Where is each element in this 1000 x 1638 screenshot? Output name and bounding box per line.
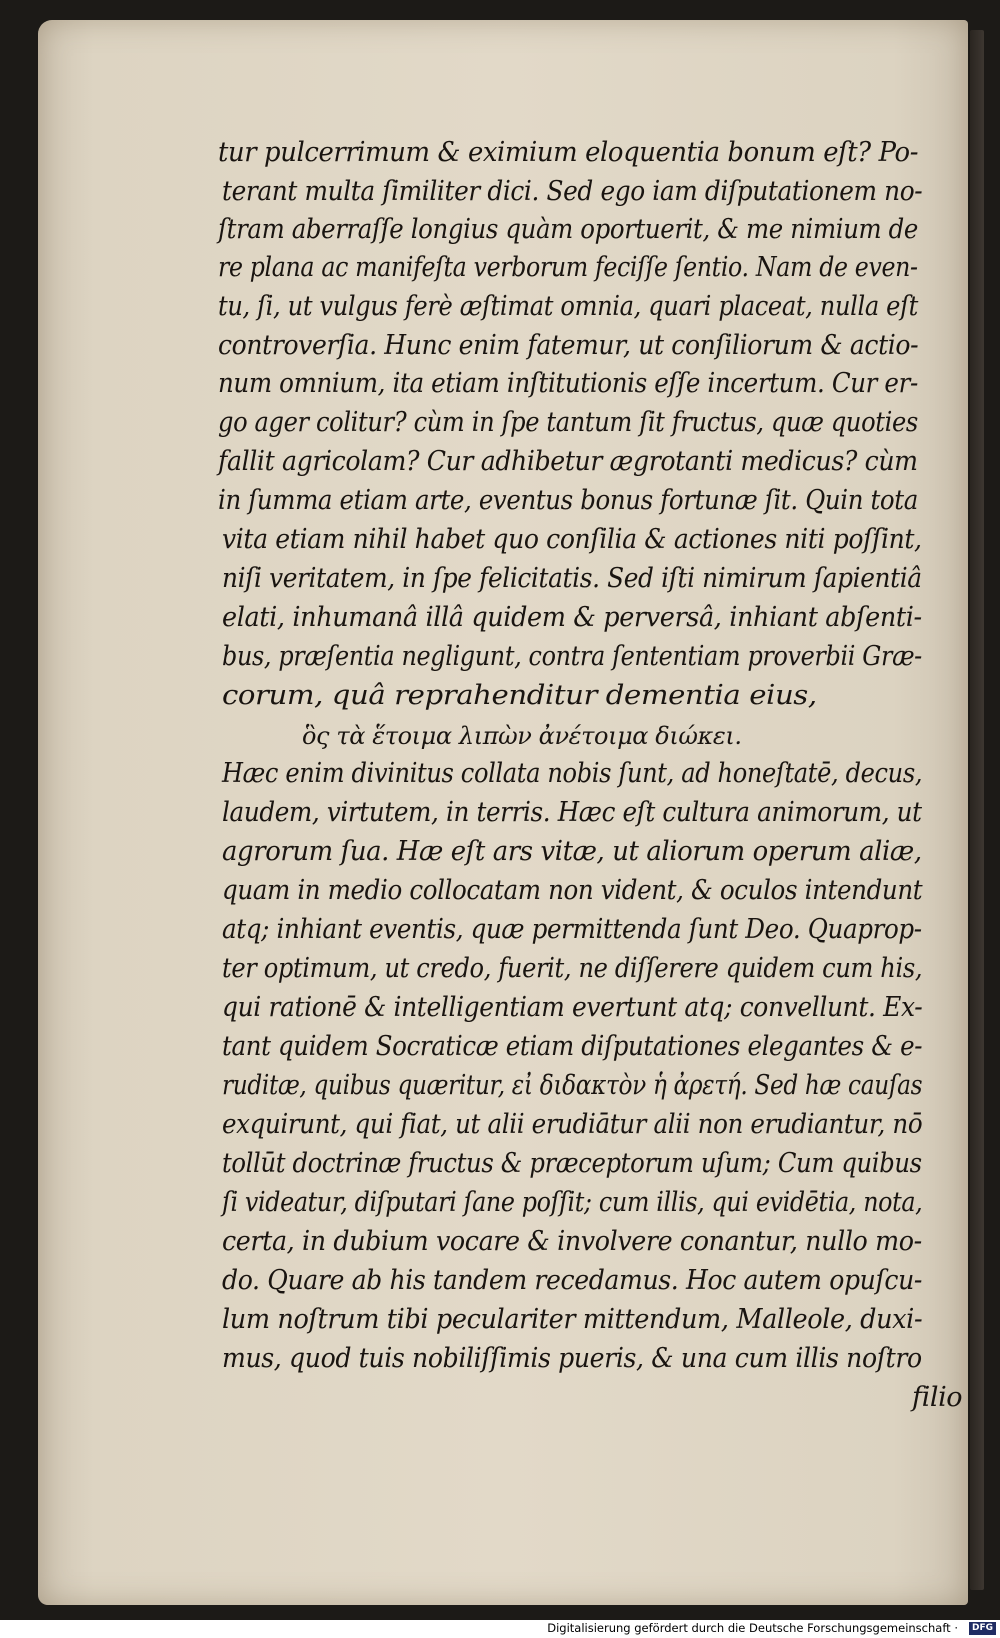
- text-line: ter optimum, ut credo, fuerit, ne diſſerere quidem cum his,: [222, 953, 923, 984]
- text-line: vita etiam nihil habet quo conſilia & actiones niti poſſint,: [222, 524, 922, 555]
- catchword: filio: [912, 1382, 963, 1413]
- text-line: tollūt doctrinæ fructus & præceptorum uſum; Cum quibus: [222, 1148, 922, 1179]
- footer-bar: [0, 1620, 1000, 1638]
- text-line: tur pulcerrimum & eximium eloquentia bonum eſt? Po-: [218, 137, 919, 168]
- text-line: exquirunt, qui fiat, ut alii erudiātur alii non erudiantur, nō: [222, 1109, 923, 1140]
- text-line: terant multa ſimiliter dici. Sed ego iam diſputationem no-: [222, 176, 923, 207]
- text-line: lum noſtrum tibi peculariter mittendum, Malleole, duxi-: [222, 1304, 923, 1335]
- text-line: qui rationē & intelligentiam evertunt atq; convellunt. Ex-: [222, 992, 923, 1023]
- text-line: ſi videatur, diſputari ſane poſſit; cum illis, qui evidētia, nota,: [222, 1187, 923, 1218]
- funding-credit: Digitalisierung gefördert durch die Deutsche Forschungsgemeinschaft ·: [547, 1621, 958, 1635]
- text-line: tu, ſi, ut vulgus ferè æſtimat omnia, quari placeat, nulla eſt: [218, 291, 918, 322]
- text-line: agrorum ſua. Hæ eſt ars vitæ, ut aliorum operum aliæ,: [222, 836, 922, 867]
- text-line: bus, præſentia negligunt, contra ſententiam proverbii Græ-: [222, 641, 922, 672]
- text-line: tant quidem Socraticæ etiam diſputationes elegantes & e-: [222, 1031, 923, 1062]
- text-line: certa, in dubium vocare & involvere conantur, nullo mo-: [222, 1226, 922, 1257]
- text-line: do. Quare ab his tandem recedamus. Hoc autem opuſcu-: [222, 1265, 922, 1296]
- text-line: in ſumma etiam arte, eventus bonus fortunæ ſit. Quin tota: [218, 485, 918, 516]
- text-line: ſtram aberraſſe longius quàm oportuerit, & me nimium de: [218, 214, 918, 245]
- text-line: ruditæ, quibus quæritur, εἰ διδακτὸν ἡ ἀρετή. Sed hæ cauſas: [222, 1070, 923, 1101]
- text-line: mus, quod tuis nobiliſſimis pueris, & una cum illis noſtro: [222, 1343, 922, 1374]
- text-line: niſi veritatem, in ſpe felicitatis. Sed iſti nimirum ſapientiâ: [222, 563, 922, 594]
- dfg-logo: DFG: [969, 1622, 996, 1635]
- text-line: go ager colitur? cùm in ſpe tantum ſit fructus, quæ quoties: [218, 407, 918, 438]
- text-line: elati, inhumanâ illâ quidem & perversâ, inhiant abſenti-: [222, 602, 922, 633]
- text-line: num omnium, ita etiam inſtitutionis eſſe incertum. Cur er-: [218, 368, 918, 399]
- greek-quotation: ὃς τὰ ἕτοιμα λιπὼν ἀνέτοιμα διώκει.: [302, 722, 742, 750]
- text-line: atq; inhiant eventis, quæ permittenda ſunt Deo. Quaprop-: [222, 914, 922, 945]
- text-line: laudem, virtutem, in terris. Hæc eſt cultura animorum, ut: [222, 797, 922, 828]
- text-line: Hæc enim divinitus collata nobis ſunt, ad honeſtatē, decus,: [222, 758, 923, 789]
- text-line: quam in medio collocatam non vident, & oculos intendunt: [222, 875, 923, 906]
- text-line: corum, quâ reprahenditur dementia eius,: [222, 680, 817, 711]
- text-line: fallit agricolam? Cur adhibetur ægrotanti medicus? cùm: [218, 446, 918, 477]
- text-line: controverſia. Hunc enim fatemur, ut conſiliorum & actio-: [218, 330, 919, 361]
- text-line: re plana ac manifeſta verborum feciſſe ſentio. Nam de even-: [218, 252, 918, 283]
